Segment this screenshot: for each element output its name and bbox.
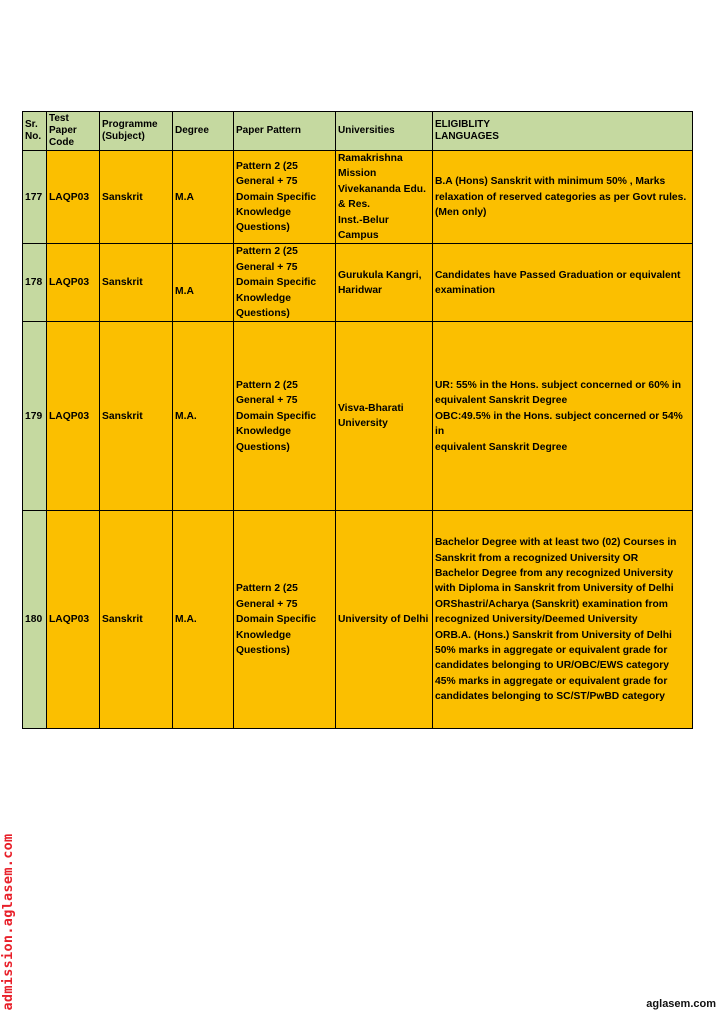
cell-paper-pattern: Pattern 2 (25 General + 75 Domain Specific Knowledge Questions) [234,511,336,729]
cell-university: University of Delhi [336,511,433,729]
cell-degree: M.A. [173,511,234,729]
table-row [23,151,693,244]
cell-eligibility: UR: 55% in the Hons. subject concerned or 60% in equivalent Sanskrit Degree OBC:49.5% in the Hons. subject concerned or 54% in equivalent Sanskrit Degree [433,322,693,511]
cell-eligibility: Candidates have Passed Graduation or equivalent examination [433,244,693,322]
cell-programme: Sanskrit [100,322,173,511]
header-programme: Programme (Subject) [100,112,173,151]
cell-code: LAQP03 [47,151,100,244]
cell-sr-no: 178 [23,244,47,322]
cell-code: LAQP03 [47,322,100,511]
cell-paper-pattern: Pattern 2 (25 General + 75 Domain Specific Knowledge Questions) [234,244,336,322]
cell-degree: M.A. [173,322,234,511]
cell-code: LAQP03 [47,244,100,322]
cell-programme: Sanskrit [100,511,173,729]
table-row [23,322,693,511]
header-eligibility: ELIGIBLITY LANGUAGES [433,112,693,151]
cell-code: LAQP03 [47,511,100,729]
cell-degree: M.A [173,151,234,244]
cell-university: Ramakrishna Mission Vivekananda Edu. & Res. Inst.-Belur Campus [336,151,433,244]
cell-eligibility: B.A (Hons) Sanskrit with minimum 50% , Marks relaxation of reserved categories as per Govt rules. (Men only) [433,151,693,244]
footer-site-name: aglasem.com [646,998,716,1010]
header-row [23,112,693,151]
watermark-text: admission.aglasem.com [0,833,16,1011]
cell-university: Visva-Bharati University [336,322,433,511]
table-row [23,511,693,729]
header-universities: Universities [336,112,433,151]
header-paper-pattern: Paper Pattern [234,112,336,151]
header-sr-no: Sr. No. [23,112,47,151]
cell-paper-pattern: Pattern 2 (25 General + 75 Domain Specific Knowledge Questions) [234,322,336,511]
cell-programme: Sanskrit [100,151,173,244]
cell-sr-no: 179 [23,322,47,511]
cell-degree: M.A [173,244,234,322]
cell-paper-pattern: Pattern 2 (25 General + 75 Domain Specific Knowledge Questions) [234,151,336,244]
header-test-paper-code: Test Paper Code [47,112,100,151]
eligibility-table [22,111,693,729]
table-row [23,244,693,322]
cell-sr-no: 180 [23,511,47,729]
cell-university: Gurukula Kangri, Haridwar [336,244,433,322]
cell-programme: Sanskrit [100,244,173,322]
header-degree: Degree [173,112,234,151]
cell-sr-no: 177 [23,151,47,244]
cell-eligibility: Bachelor Degree with at least two (02) Courses in Sanskrit from a recognized University OR Bachelor Degree from any recognized University with Diploma in Sanskrit from University of Delhi ORShastri/Acharya (Sanskrit) examination from recognized University/Deemed University ORB.A. (Hons.) Sanskrit from University of Delhi 50% marks in aggregate or equivalent grade for candidates belonging to UR/OBC/EWS category 45% marks in aggregate or equivalent grade for candidates belonging to SC/ST/PwBD category [433,511,693,729]
